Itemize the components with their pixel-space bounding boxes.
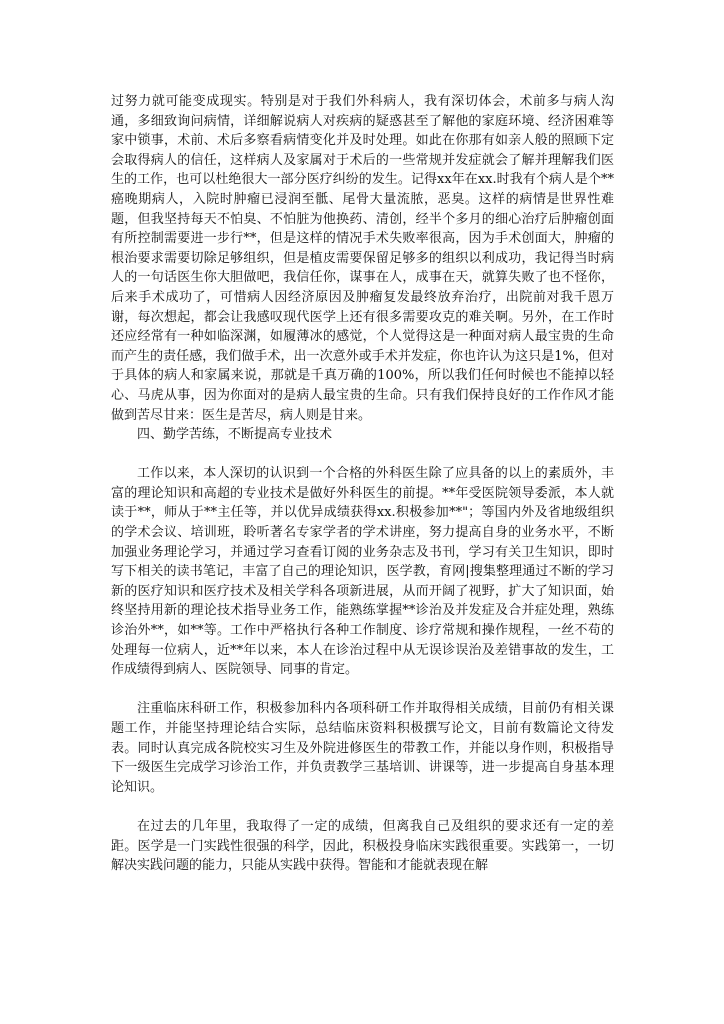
- body-paragraph: 注重临床科研工作，积极参加科内各项科研工作并取得相关成绩，目前仍有相关课题工作，并能坚持理论结合实际，总结临床资料积极撰写论文，目前有数篇论文待发表。同时认真完成各院校实习生及外院进修医生的带教工作，并能以身作则，积极指导下一级医生完成学习诊治工作，并负责教学三基培训、讲课等，进一步提高自身基本理论知识。: [111, 701, 614, 795]
- body-paragraph: 过努力就可能变成现实。特别是对于我们外科病人，我有深切体会，术前多与病人沟通，多细致询问病情，详细解说病人对疾病的疑惑甚至了解他的家庭环境、经济困难等家中锁事，术前、术后多察看病情变化并及时处理。如此在你那有如亲人般的照顾下定会取得病人的信任，这样病人及家属对于术后的一些常规并发症就会了解并理解我们医生的工作，也可以杜绝很大一部分医疗纠纷的发生。记得xx年在xx.时我有个病人是个**癌晚期病人，入院时肿瘤已浸润至骶、尾骨大量流脓，恶臭。这样的病情是世界性难题，但我坚持每天不怕臭、不怕脏为他换药、清创，经半个多月的细心治疗后肿瘤创面有所控制需要进一步行**，但是这样的情况手术失败率很高，因为手术创面大，肿瘤的根治要求需要切除足够组织，但是植皮需要保留足够多的组织以利成功，我记得当时病人的一句话医生你大胆做吧，我信任你，谋事在人，成事在天，就算失败了也不怪你，后来手术成功了，可惜病人因经济原因及肿瘤复发最终放弃治疗，出院前对我千恩万谢，每次想起，都会让我感叹现代医学上还有很多需要攻克的难关啊。另外，在工作时还应经常有一种如临深渊，如履薄冰的感觉，个人觉得这是一种面对病人最宝贵的生命而产生的责任感，我们做手术，出一次意外或手术并发症，你也许认为这只是1%，但对于具体的病人和家属来说，那就是千真万确的100%，所以我们任何时候也不能掉以轻心、马虎从事，因为你面对的是病人最宝贵的生命。只有我们保持良好的工作作风才能做到苦尽甘来：医生是苦尽，病人则是甘来。: [111, 94, 614, 423]
- body-paragraph: 在过去的几年里，我取得了一定的成绩，但离我自己及组织的要求还有一定的差距。医学是一门实践性很强的科学，因此，积极投身临床实践很重要。实践第一，一切解决实践问题的能力，只能从实践中获得。智能和才能就表现在解: [111, 818, 614, 874]
- body-paragraph: 工作以来，本人深切的认识到一个合格的外科医生除了应具备的以上的素质外，丰富的理论知识和高超的专业技术是做好外科医生的前提。**年受医院领导委派，本人就读于**，师从于**主任等，并以优异成绩获得xx.积极参加**"；等国内外及省地级组织的学术会议、培训班，聆听著名专家学者的学术讲座，努力提高自身的业务水平，不断加强业务理论学习，并通过学习查看订阅的业务杂志及书刊，学习有关卫生知识，即时写下相关的读书笔记，丰富了自己的理论知识，医学教，育网|搜集整理通过不断的学习新的医疗知识和医疗技术及相关学科各项新进展，从而开阔了视野，扩大了知识面，始终坚持用新的理论技术指导业务工作，能熟练掌握**诊治及并发症及合并症处理，熟练诊治外**，如**等。工作中严格执行各种工作制度、诊疗常规和操作规程，一丝不苟的处理每一位病人，近**年以来，本人在诊治过程中从无误诊误治及差错事故的发生，工作成绩得到病人、医院领导、同事的肯定。: [111, 466, 614, 678]
- section-heading: 四、勤学苦练，不断提高专业技术: [137, 427, 333, 443]
- document-page: [111, 92, 614, 876]
